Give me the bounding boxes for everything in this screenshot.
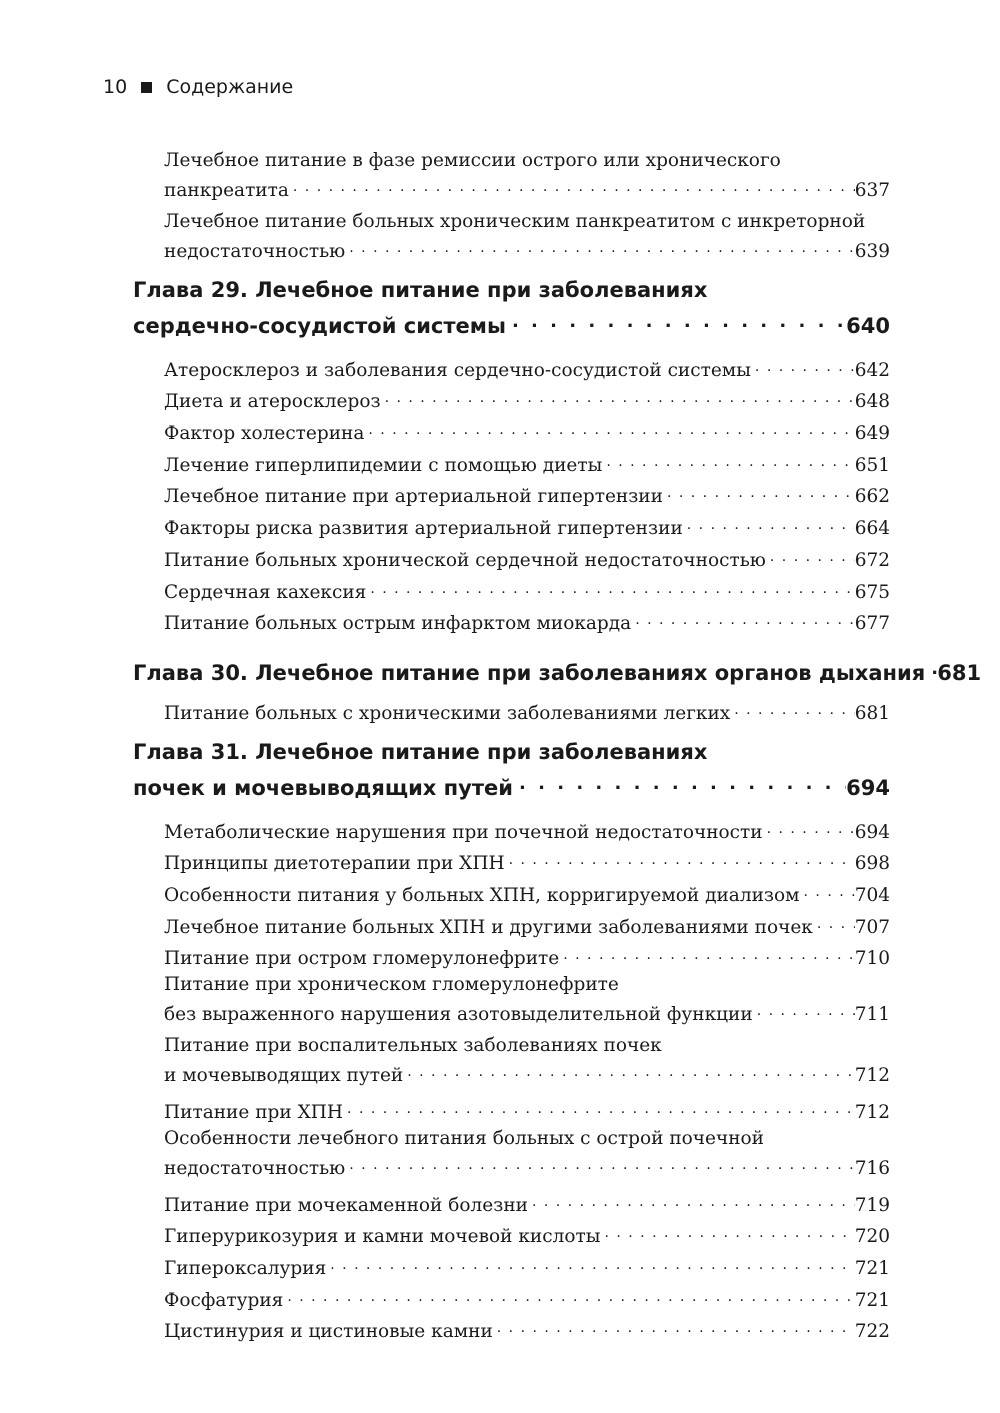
toc-section-entry[interactable] [164, 574, 890, 606]
dot-leader [513, 768, 846, 804]
dot-leader [528, 1189, 855, 1219]
toc-entry-title-line: панкреатита [164, 180, 289, 201]
toc-entry-title [164, 972, 890, 998]
toc-page-number: 694 [854, 821, 890, 843]
toc-page-number: 721 [854, 1289, 890, 1311]
toc-page-number: 642 [854, 359, 890, 381]
toc-section-entry[interactable] [164, 695, 890, 727]
toc-section-entry[interactable] [164, 1250, 890, 1282]
toc-entry-title: Питание при остром гломерулонефрите [164, 948, 560, 970]
toc-section-entry[interactable] [164, 148, 890, 204]
dot-leader [366, 576, 854, 606]
toc-section-entry[interactable] [164, 1126, 890, 1182]
toc-page-number: 648 [854, 391, 890, 413]
dot-leader [289, 174, 855, 204]
toc-page-number: 640 [846, 314, 890, 338]
dot-leader [730, 697, 854, 727]
toc-entry-title: Питание при ХПН [164, 1102, 344, 1123]
toc-section-entry[interactable] [164, 877, 890, 909]
page-number: 10 [103, 76, 128, 98]
toc-entry-title-line: недостаточностью [164, 241, 346, 262]
dot-leader [763, 816, 855, 846]
running-header-title: Содержание [166, 76, 294, 98]
toc-page-number: 681 [937, 661, 982, 686]
toc-section-entry[interactable] [164, 606, 890, 638]
toc-entry-last-line [164, 1152, 890, 1182]
toc-entry-title-line: Лечебное питание больных хроническим панкреатитом с инкреторной [164, 211, 866, 232]
toc-section-entry[interactable] [164, 384, 890, 416]
dot-leader [925, 653, 937, 689]
toc-entry-title-line: Глава 31. Лечебное питание при заболеваниях [133, 739, 708, 764]
toc-entry-last-line [164, 998, 890, 1028]
dot-leader [631, 607, 854, 637]
toc-page-number: 677 [854, 613, 890, 635]
toc-entry-title [164, 1126, 890, 1152]
toc-page-number: 675 [854, 581, 890, 603]
toc-chapter-entry[interactable] [133, 737, 890, 804]
toc-entry-title: Цистинурия и цистиновые камни [164, 1321, 493, 1343]
toc-page-number: 662 [854, 486, 890, 508]
toc-entry-title [164, 148, 890, 174]
toc-entry-title-line: Питание при хроническом гломерулонефрите [164, 974, 619, 996]
toc-section-entry[interactable] [164, 352, 890, 384]
dot-leader [505, 847, 855, 877]
toc-section-entry[interactable] [164, 1187, 890, 1219]
toc-section-entry[interactable] [164, 447, 890, 479]
toc-section-entry[interactable] [164, 209, 890, 265]
toc-entry-title: Принципы диетотерапии при ХПН [164, 853, 505, 875]
dot-leader [345, 1152, 854, 1182]
toc-entry-title [133, 275, 890, 306]
toc-entry-title-line: почек и мочевыводящих путей [133, 775, 513, 800]
toc-entry-title: Фактор холестерина [164, 423, 365, 445]
toc-entry-title: Гипероксалурия [164, 1258, 327, 1280]
toc-section-entry[interactable] [164, 542, 890, 574]
toc-page-number: 651 [854, 454, 890, 476]
toc-entry-title: Глава 30. Лечебное питание при заболеваниях органов дыхания [133, 661, 926, 686]
toc-section-entry[interactable] [164, 479, 890, 511]
dot-leader [813, 911, 855, 941]
toc-entry-title: Лечение гиперлипидемии с помощью диеты [164, 454, 603, 476]
toc-section-entry[interactable] [164, 510, 890, 542]
toc-section-entry[interactable] [164, 1219, 890, 1251]
toc-entry-title [164, 1033, 890, 1059]
toc-page-number: 698 [854, 853, 890, 875]
dot-leader [663, 480, 855, 510]
toc-page-number: 716 [854, 1158, 890, 1179]
toc-page-number: 681 [854, 702, 890, 724]
toc-entry-title: Питание больных с хроническими заболеваниями легких [164, 702, 731, 724]
toc-entry-last-line [133, 768, 890, 804]
toc-entry-title: Лечебное питание больных ХПН и другими заболеваниями почек [164, 916, 813, 938]
dot-leader [493, 1315, 855, 1345]
toc-page-number: 704 [854, 884, 890, 906]
dot-leader [753, 998, 855, 1028]
toc-entry-title: Лечебное питание при артериальной гипертензии [164, 486, 663, 508]
toc-page-number: 712 [854, 1102, 890, 1123]
dot-leader [364, 417, 854, 447]
dot-leader [602, 449, 854, 479]
toc-entry-title: Атеросклероз и заболевания сердечно-сосудистой системы [164, 359, 751, 381]
toc-entry-title: Диета и атеросклероз [164, 391, 381, 413]
toc-chapter-entry[interactable] [133, 275, 890, 342]
toc-entry-title: Гиперурикозурия и камни мочевой кислоты [164, 1226, 601, 1248]
toc-entry-title-line: Питание при воспалительных заболеваниях почек [164, 1035, 662, 1057]
toc-entry-title: Питание при мочекаменной болезни [164, 1194, 528, 1216]
toc-entry-title: Фосфатурия [164, 1289, 284, 1311]
toc-entry-title [133, 737, 890, 768]
dot-leader [343, 1096, 855, 1126]
toc-entry-title-line: сердечно-сосудистой системы [133, 314, 506, 338]
toc-entry-title: Особенности питания у больных ХПН, корригируемой диализом [164, 884, 800, 906]
toc-entry-last-line [164, 235, 890, 265]
toc-section-entry[interactable] [164, 941, 890, 973]
dot-leader [283, 1284, 854, 1314]
toc-entry-title-line: Особенности лечебного питания больных с острой почечной [164, 1128, 765, 1149]
toc-page-number: 721 [854, 1258, 890, 1280]
table-of-contents [0, 148, 1000, 1345]
toc-section-entry[interactable] [164, 972, 890, 1028]
toc-entry-title: Сердечная кахексия [164, 581, 367, 603]
toc-section-entry[interactable] [164, 1033, 890, 1089]
toc-page-number: 710 [854, 948, 890, 970]
toc-page-number: 694 [846, 775, 890, 800]
dot-leader [600, 1220, 854, 1250]
toc-entry-last-line [133, 306, 890, 342]
dot-leader [800, 879, 855, 909]
dot-leader [345, 235, 854, 265]
toc-section-entry[interactable] [164, 415, 890, 447]
toc-page-number: 707 [854, 916, 890, 938]
toc-section-entry[interactable] [164, 814, 890, 846]
toc-page-number: 639 [854, 241, 890, 262]
toc-section-entry[interactable] [164, 1094, 890, 1126]
toc-chapter-entry[interactable] [133, 645, 982, 689]
dot-leader [403, 1059, 854, 1089]
toc-entry-title-line: Лечебное питание в фазе ремиссии острого или хронического [164, 150, 781, 171]
toc-page-number: 637 [854, 180, 890, 201]
toc-section-entry[interactable] [164, 1314, 890, 1346]
toc-page-number: 711 [854, 1004, 890, 1026]
toc-entry-title-line: недостаточностью [164, 1158, 346, 1179]
toc-entry-title: Метаболические нарушения при почечной недостаточности [164, 821, 763, 843]
dot-leader [506, 306, 846, 342]
dot-leader [559, 942, 854, 972]
toc-page-number: 720 [854, 1226, 890, 1248]
toc-entry-last-line [164, 174, 890, 204]
dot-leader [381, 385, 855, 415]
toc-section-entry[interactable] [164, 909, 890, 941]
toc-entry-title: Питание больных хронической сердечной недостаточностью [164, 549, 766, 571]
running-header [103, 76, 293, 98]
square-bullet-icon [141, 82, 152, 93]
toc-page-number: 664 [854, 518, 890, 540]
toc-entry-last-line [164, 1059, 890, 1089]
toc-page-number: 649 [854, 423, 890, 445]
toc-entry-title-line: и мочевыводящих путей [164, 1065, 404, 1087]
toc-page-number: 719 [854, 1194, 890, 1216]
toc-entry-title-line: без выраженного нарушения азотовыделительной функции [164, 1004, 753, 1026]
dot-leader [683, 512, 855, 542]
toc-section-entry[interactable] [164, 846, 890, 878]
toc-section-entry[interactable] [164, 1282, 890, 1314]
toc-entry-title: Факторы риска развития артериальной гипертензии [164, 518, 683, 540]
dot-leader [766, 544, 855, 574]
toc-entry-title: Питание больных острым инфарктом миокарда [164, 613, 632, 635]
toc-page-number: 712 [854, 1065, 890, 1087]
dot-leader [326, 1252, 854, 1282]
toc-page-number: 722 [854, 1321, 890, 1343]
dot-leader [751, 354, 855, 384]
toc-entry-title [164, 209, 890, 235]
toc-entry-title-line: Глава 29. Лечебное питание при заболеваниях [133, 278, 708, 302]
toc-page-number: 672 [854, 549, 890, 571]
